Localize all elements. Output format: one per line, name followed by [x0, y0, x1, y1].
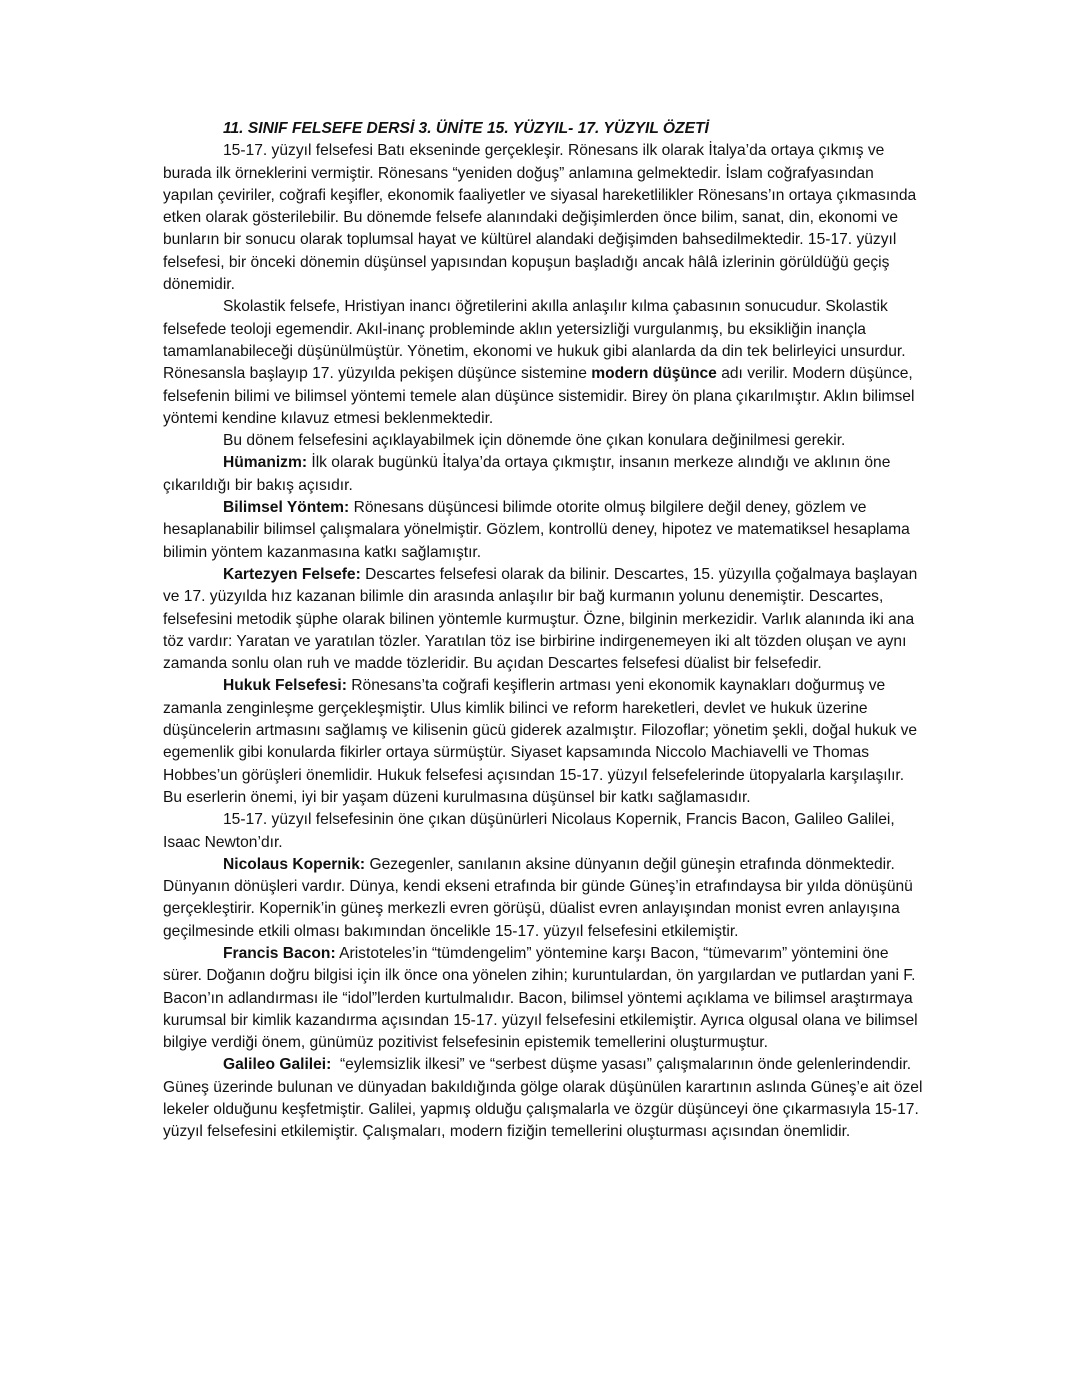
galileo-text: “eylemsizlik ilkesi” ve “serbest düşme yasası” çalışmalarının önde gelenlerindendir. Güneş üzerinde bulunan ve dünyadan bakıldığında gölge olarak düşünülen karartının aslında Güneş’e ait özel lekeler olduğunu keşfetmiştir. Galilei, yapmış olduğu çalışmalarla ve özgür düşünceyi öne çıkarmasıyla 15-17. yüzyıl felsefesini etkilemiştir. Çalışmaları, modern fiziğin temellerini oluşturması açısından önemlidir.	[163, 1056, 927, 1141]
law-philosophy-text: Rönesans’ta coğrafi keşiflerin artması yeni ekonomik kaynakları doğurmuş ve zamanla zenginleşme gerçekleşmiştir. Ulus kimlik bilinci ve reform hareketleri, devlet ve hukuk üzerine düşüncelerin artmasını sağlamış ve kilisenin gücü giderek azalmıştır. Filozoflar; yönetim şekli, doğal hukuk ve egemenlik gibi konularda fikirler ortaya sürmüştür. Siyaset kapsamında Niccolo Machiavelli ve Thomas Hobbes’un görüşleri önemlidir. Hukuk felsefesi açısından 15-17. yüzyıl felsefelerinde ütopyalarla karşılaşılır. Bu eserlerin önemi, iyi bir yaşam düzeni kurulmasına düşünsel bir katkı sağlamasıdır.	[163, 677, 918, 806]
scientific-method-paragraph	[163, 497, 923, 564]
document-page	[163, 118, 927, 1144]
bacon-term: Francis Bacon:	[223, 944, 336, 962]
scientific-method-term: Bilimsel Yöntem:	[223, 499, 350, 517]
bacon-paragraph	[163, 943, 923, 1054]
thinkers-intro-paragraph: 15-17. yüzyıl felsefesinin öne çıkan düşünürleri Nicolaus Kopernik, Francis Bacon, Galileo Galilei, Isaac Newton’dır.	[163, 811, 895, 851]
document-title: 11. SINIF FELSEFE DERSİ 3. ÜNİTE 15. YÜZYIL- 17. YÜZYIL ÖZETİ	[223, 120, 709, 137]
cartesian-text: Descartes felsefesi olarak da bilinir. Descartes, 15. yüzyılla çoğalmaya başlayan ve 17. yüzyılda hız kazanan bilimle din arasında anlaşılır bir bağ kurmanın yolunu denemiştir. Descartes, felsefesini metodik şüphe olarak bilinen yöntemle kurmuştur. Özne, bilginin merkezidir. Varlık alanında iki ana töz vardır: Yaratan ve yaratılan tözler. Yaratılan töz ise birbirine indirgenemeyen iki alt tözden oluşan ve aynı zamanda sonlu olan ruh ve madde tözleridir. Bu açıdan Descartes felsefesi düalist bir felsefedir.	[163, 565, 918, 673]
galileo-term: Galileo Galilei:	[223, 1056, 332, 1074]
intro-paragraph: 15-17. yüzyıl felsefesi Batı ekseninde gerçekleşir. Rönesans ilk olarak İtalya’da ortaya çıkmış ve burada ilk örneklerini vermiştir. Rönesans “yeniden doğuş” anlamına gelmektedir. İslam coğrafyasından yapılan çeviriler, coğrafi keşifler, ekonomik faaliyetler ve siyasal hareketlilikler Rönesans’ın ortaya çıkmasında etken olarak gösterilebilir. Bu dönemde felsefe alanındaki değişimlerden önce bilim, sanat, din, ekonomi ve bunların bir sonucu olarak toplumsal hayat ve kültürel alandaki değişimden bahsedilmektedir. 15-17. yüzyıl felsefesi, bir önceki dönemin düşünsel yapısından kopuşun başladığı ancak hâlâ izlerinin görüldüğü geçiş dönemidir.	[163, 142, 917, 294]
cartesian-term: Kartezyen Felsefe:	[223, 565, 361, 583]
humanism-term: Hümanizm:	[223, 454, 308, 472]
kopernik-text: Gezegenler, sanılanın aksine dünyanın değil güneşin etrafında dönmektedir. Dünyanın dönüşleri vardır. Dünya, kendi ekseni etrafında bir günde Güneş’in etrafındaysa bir yılda dönüşünü gerçekleştirir. Kopernik’in güneş merkezli evren görüşü, düalist evren anlayışından monist evren anlayışına geçilmesinde etkili olması bakımından öncelikle 15-17. yüzyıl felsefesini etkilemiştir.	[163, 855, 913, 940]
scholastic-text-end: adı verilir. Modern düşünce, felsefenin bilimi ve bilimsel yöntemi temele alan düşünce sistemidir. Birey ön plana çıkarılmıştır. Aklın bilimsel yöntemi kendine kılavuz etmesi beklenmektedir.	[163, 365, 915, 427]
law-philosophy-paragraph	[163, 675, 923, 809]
galileo-paragraph	[163, 1054, 927, 1143]
scholastic-paragraph	[163, 296, 923, 430]
scientific-method-text: Rönesans düşüncesi bilimde otorite olmuş bilgilere değil deney, gözlem ve hesaplanabilir bilimsel çalışmalara yönelmiştir. Gözlem, kontrollü deney, hipotez ve matematiksel hesaplama bilimin yöntem kazanmasına katkı sağlamıştır.	[163, 499, 910, 561]
topics-intro-paragraph: Bu dönem felsefesini açıklayabilmek için dönemde öne çıkan konulara değinilmesi gerekir.	[223, 432, 846, 450]
humanism-text: İlk olarak bugünkü İtalya’da ortaya çıkmıştır, insanın merkeze alındığı ve aklının öne çıkarıldığı bir bakış açısıdır.	[163, 454, 891, 494]
kopernik-term: Nicolaus Kopernik:	[223, 855, 366, 873]
scholastic-text-start: Skolastik felsefe, Hristiyan inancı öğretilerini akılla anlaşılır kılma çabasının sonucudur. Skolastik felsefede teoloji egemendir. Akıl-inanç probleminde aklın yetersizliği vurgulanmış, bu eksikliğin inançla tamamlanabileceği düşünülmüştür. Yönetim, ekonomi ve hukuk gibi alanlarda da din tek belirleyici unsurdur. Rönesansla başlayıp 17. yüzyılda pekişen düşünce sistemine	[163, 298, 906, 383]
bacon-text: Aristoteles’in “tümdengelim” yöntemine karşı Bacon, “tümevarım” yöntemini öne sürer. Doğanın doğru bilgisi için ilk önce ona yönelen zihin; kuruntulardan, ön yargılardan ve putlardan yani F. Bacon’ın adlandırması ile “idol”lerden kurtulmalıdır. Bacon, bilimsel yöntemi açıklama ve bilimsel araştırmaya kurumsal bir kimlik kazandırma açısından 15-17. yüzyıl felsefesini etkilemiştir. Ayrıca olgusal olana ve bilimsel bilgiye verdiği önem, günümüz pozitivist felsefesinin epistemik temellerini oluşturmuştur.	[163, 944, 918, 1052]
humanism-paragraph	[163, 452, 923, 497]
modern-thought-term: modern düşünce	[591, 365, 717, 383]
cartesian-paragraph	[163, 564, 923, 675]
law-philosophy-term: Hukuk Felsefesi:	[223, 677, 347, 695]
kopernik-paragraph	[163, 854, 923, 943]
